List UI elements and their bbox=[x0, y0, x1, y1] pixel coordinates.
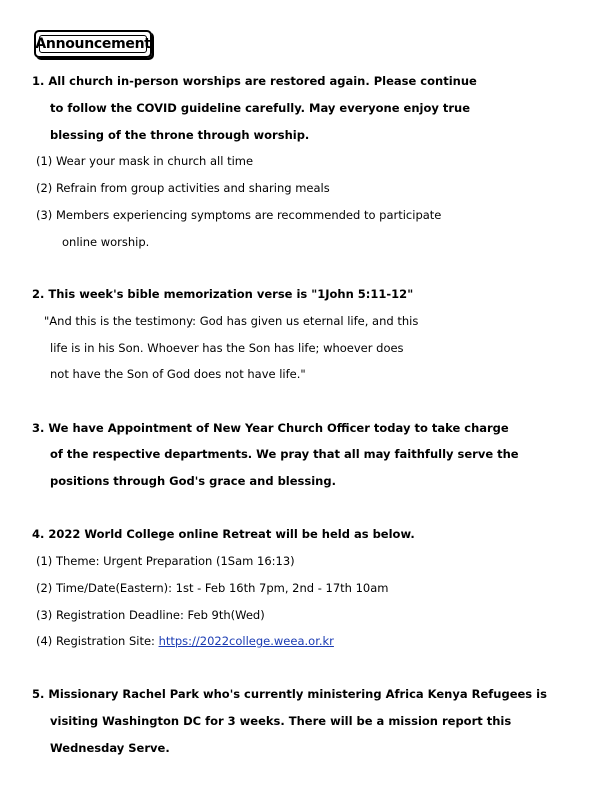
item-1-line-3: blessing of the throne through worship. bbox=[50, 128, 310, 142]
item-4-line-1: 4. 2022 World College online Retreat will be held as below. bbox=[32, 527, 415, 541]
item-4-sub-1: (1) Theme: Urgent Preparation (1Sam 16:13) bbox=[36, 554, 295, 568]
announcement-title-box bbox=[34, 30, 152, 58]
item-2-line-1: 2. This week's bible memorization verse is "1John 5:11-12" bbox=[32, 287, 414, 301]
item-4-sub-4 bbox=[36, 634, 334, 648]
registration-site-label: (4) Registration Site: bbox=[36, 634, 159, 648]
item-3-line-1: 3. We have Appointment of New Year Church Officer today to take charge bbox=[32, 421, 509, 435]
item-4-sub-3: (3) Registration Deadline: Feb 9th(Wed) bbox=[36, 608, 265, 622]
item-4-sub-2: (2) Time/Date(Eastern): 1st - Feb 16th 7pm, 2nd - 17th 10am bbox=[36, 581, 389, 595]
verse-line-2: life is in his Son. Whoever has the Son has life; whoever does bbox=[50, 341, 404, 355]
verse-line-3: not have the Son of God does not have life." bbox=[50, 367, 306, 381]
item-3-line-2: of the respective departments. We pray that all may faithfully serve the bbox=[50, 447, 519, 461]
item-1-sub-1: (1) Wear your mask in church all time bbox=[36, 154, 254, 168]
registration-site-link[interactable]: https://2022college.weea.or.kr bbox=[158, 634, 334, 648]
item-5-line-3: Wednesday Serve. bbox=[50, 741, 170, 755]
item-3-line-3: positions through God's grace and blessing. bbox=[50, 474, 336, 488]
item-5-line-1: 5. Missionary Rachel Park who's currently ministering Africa Kenya Refugees is bbox=[32, 687, 547, 701]
item-5-line-2: visiting Washington DC for 3 weeks. There will be a mission report this bbox=[50, 714, 512, 728]
item-1-sub-2: (2) Refrain from group activities and sharing meals bbox=[36, 181, 330, 195]
item-1-line-2: to follow the COVID guideline carefully. May everyone enjoy true bbox=[50, 101, 471, 115]
item-1-sub-3-cont: online worship. bbox=[62, 235, 150, 249]
verse-line-1: "And this is the testimony: God has given us eternal life, and this bbox=[44, 314, 419, 328]
page-title: Announcement bbox=[35, 36, 151, 52]
item-1-sub-3: (3) Members experiencing symptoms are recommended to participate bbox=[36, 208, 442, 222]
item-1-line-1: 1. All church in-person worships are restored again. Please continue bbox=[32, 74, 477, 88]
